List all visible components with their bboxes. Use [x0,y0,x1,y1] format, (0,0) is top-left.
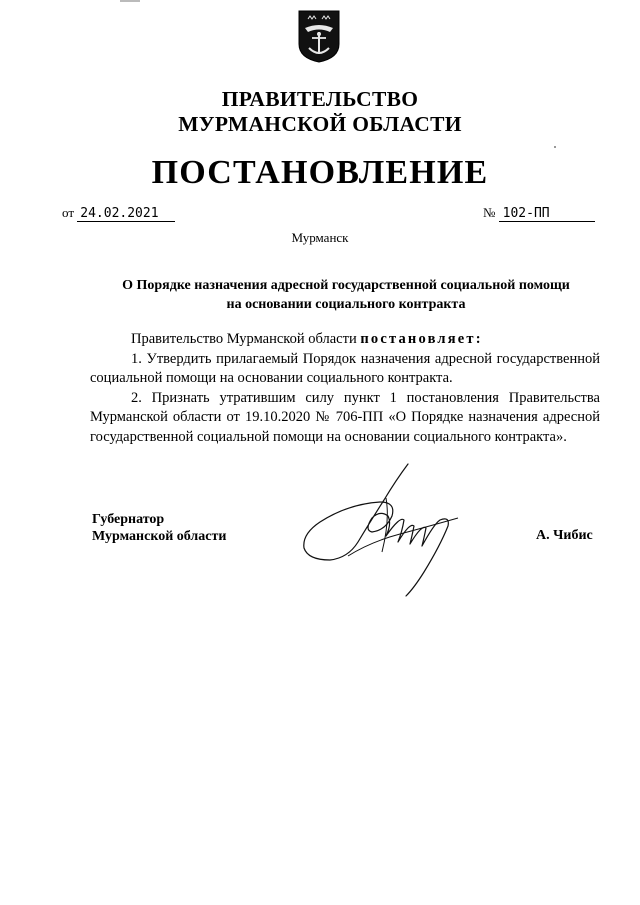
position-line2: Мурманской области [92,529,227,544]
handwritten-signature [300,460,470,600]
scan-dot [554,146,556,148]
intro-text: Правительство Мурманской области [131,331,361,347]
document-subject [90,276,602,314]
document-number [483,205,595,222]
body-intro [90,330,600,350]
body-item-1: 1. Утвердить прилагаемый Порядок назначения адресной государственной социальной помощи на основании социального контракта. [90,350,600,386]
signatory-position [92,511,226,545]
government-name-line2: МУРМАНСКОЙ ОБЛАСТИ [178,112,462,136]
document-type-title: ПОСТАНОВЛЕНИЕ [151,154,489,191]
subject-line1: О Порядке назначения адресной государственной социальной помощи [122,278,570,293]
number-value: 102-ПП [499,206,595,222]
document-body [90,330,600,447]
scan-mark [120,0,140,2]
position-line1: Губернатор [92,512,165,527]
government-name-line1: ПРАВИТЕЛЬСТВО [221,87,419,111]
city-name: Мурманск [291,230,349,245]
document-date [62,205,175,222]
body-item-2: 2. Признать утратившим силу пункт 1 постановления Правительства Мурманской области от 19.10.2020 № 706-ПП «О Порядке назначения адресной государственной социальной помощи на основании социального контракта». [90,389,600,445]
coat-of-arms-icon [296,8,342,64]
date-prefix: от [62,205,75,220]
subject-line2: на основании социального контракта [226,297,466,312]
intro-verb: постановляет: [360,331,483,347]
signatory-name: А. Чибис [536,528,593,543]
date-value: 24.02.2021 [77,206,175,222]
number-prefix: № [483,205,496,220]
